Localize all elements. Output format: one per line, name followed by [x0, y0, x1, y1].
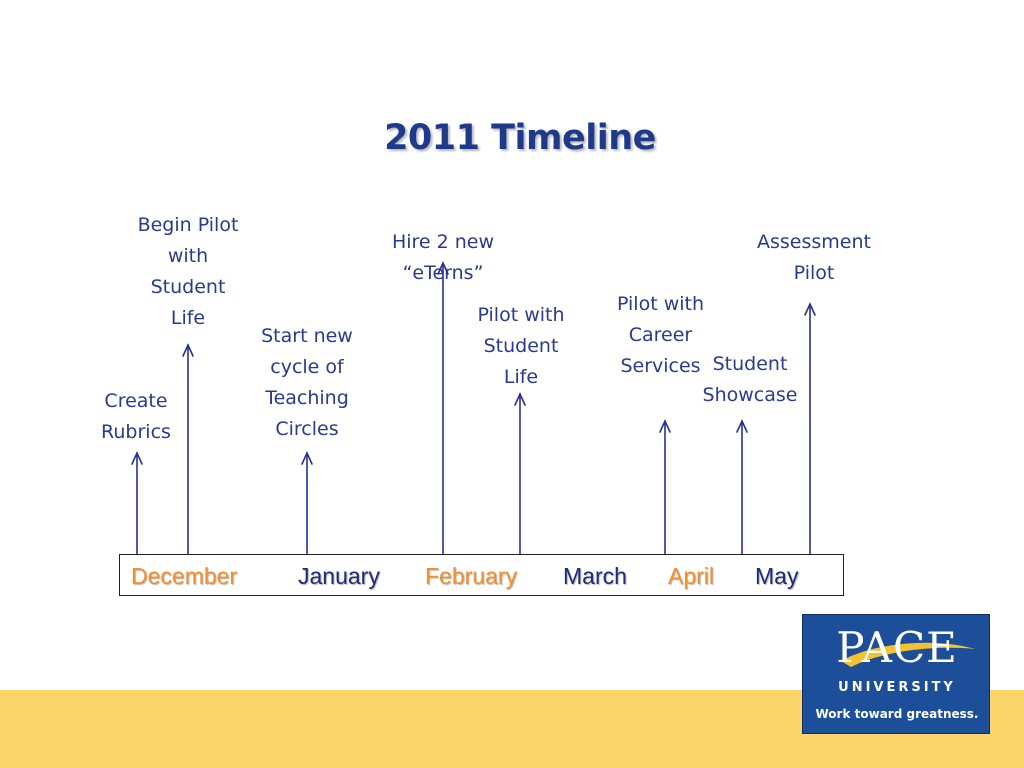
- logo-name: PACE: [836, 623, 958, 672]
- logo-subtitle: UNIVERSITY: [838, 680, 956, 695]
- arrow-begin-pilot: [183, 345, 193, 556]
- arrow-student-showcase: [737, 421, 747, 554]
- arrow-assessment-pilot: [805, 304, 815, 554]
- slide-title: 2011 Timeline: [384, 118, 656, 158]
- event-label-pilot-student-life: Pilot with Student Life: [477, 304, 565, 388]
- arrow-career-services: [660, 421, 670, 554]
- pace-university-logo: [802, 614, 990, 734]
- month-february: February: [425, 563, 518, 589]
- event-label-student-showcase: Student Showcase: [702, 353, 798, 406]
- event-label-hire-eterns: Hire 2 new “eTerns”: [391, 231, 495, 284]
- arrow-pilot-student-life: [515, 394, 525, 554]
- month-march: March: [563, 563, 627, 589]
- logo-tagline: Work toward greatness.: [815, 707, 979, 721]
- month-may: May: [755, 563, 799, 589]
- arrow-hire-eterns: [438, 263, 448, 554]
- month-april: April: [668, 563, 715, 589]
- arrow-teaching-circles: [302, 453, 312, 554]
- event-label-create-rubrics: Create Rubrics: [101, 390, 171, 443]
- event-label-teaching-circles: Start new cycle of Teaching Circles: [261, 325, 353, 440]
- event-label-assessment-pilot: Assessment Pilot: [757, 231, 871, 284]
- arrow-create-rubrics: [132, 453, 142, 554]
- month-january: January: [298, 563, 380, 589]
- event-label-begin-pilot: Begin Pilot with Student Life: [137, 214, 239, 329]
- event-label-career-services: Pilot with Career Services: [616, 293, 705, 377]
- month-december: December: [131, 563, 238, 589]
